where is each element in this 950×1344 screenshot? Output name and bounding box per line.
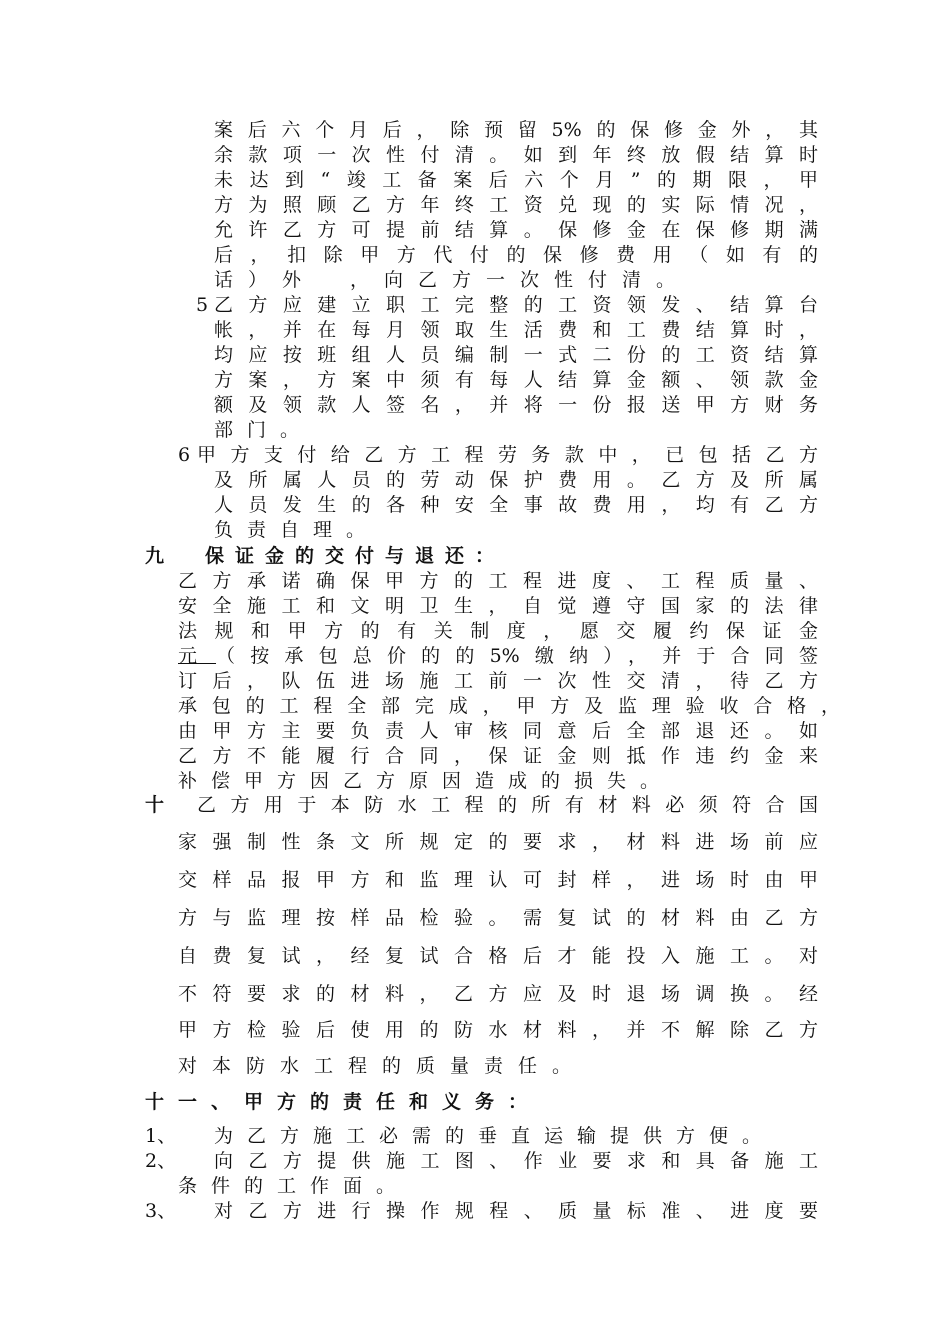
clause-line: 部门。	[214, 419, 314, 441]
clause-line: 均应按班组人员编制一式二份的工资结算	[214, 344, 818, 366]
clause-line: （按承包总价的的5%缴纳），并于合同签	[216, 645, 818, 667]
clause-line: 为乙方施工必需的垂直运输提供方便。	[214, 1125, 776, 1147]
item-number: 6	[178, 444, 191, 466]
clause-line: 安全施工和文明卫生，自觉遵守国家的法律	[178, 595, 818, 617]
clause-line: 方案，方案中须有每人结算金额、领款金	[214, 369, 818, 391]
section-heading: 九 保证金的交付与退还：	[145, 545, 506, 567]
clause-line: 承包的工程全部完成，甲方及监理验收合格，	[178, 695, 840, 717]
clause-line: 未达到“竣工备案后六个月”的期限，甲	[214, 169, 818, 191]
clause-line: 法规和甲方的有关制度，愿交履约保证金	[178, 620, 818, 642]
clause-line: 乙方用于本防水工程的所有材料必须符合国	[197, 794, 818, 816]
item-number: 1、	[145, 1125, 177, 1147]
clause-line: 对乙方进行操作规程、质量标准、进度要	[214, 1200, 818, 1222]
item-number: 2、	[145, 1150, 177, 1172]
clause-line: 余款项一次性付清。如到年终放假结算时	[214, 144, 818, 166]
item-number: 3、	[145, 1200, 177, 1222]
section-number: 十	[145, 794, 165, 816]
clause-line: 负责自理。	[214, 519, 380, 541]
blank-amount-underline: 元	[178, 645, 198, 667]
clause-line: 帐，并在每月领取生活费和工费结算时，	[214, 319, 818, 341]
clause-line: 人员发生的各种安全事故费用，均有乙方	[214, 494, 818, 516]
clause-line: 话）外 ，向乙方一次性付清。	[214, 269, 691, 291]
clause-line: 补偿甲方因乙方原因造成的损失。	[178, 770, 674, 792]
clause-line: 额及领款人签名，并将一份报送甲方财务	[214, 394, 818, 416]
clause-line: 对本防水工程的质量责任。	[178, 1055, 587, 1077]
clause-line: 案后六个月后，除预留5%的保修金外，其	[214, 119, 818, 141]
clause-line: 订后，队伍进场施工前一次性交清，待乙方	[178, 670, 818, 692]
clause-line: 方与监理按样品检验。需复试的材料由乙方	[178, 907, 818, 929]
clause-line: 乙方承诺确保甲方的工程进度、工程质量、	[178, 570, 818, 592]
clause-line: 条件的工作面。	[178, 1175, 410, 1197]
clause-line: 乙方不能履行合同，保证金则抵作违约金来	[178, 745, 818, 767]
clause-line: 乙方应建立职工完整的工资领发、结算台	[214, 294, 818, 316]
clause-line: 不符要求的材料，乙方应及时退场调换。经	[178, 983, 818, 1005]
clause-line: 由甲方主要负责人审核同意后全部退还。如	[178, 720, 818, 742]
clause-line: 自费复试，经复试合格后才能投入施工。对	[178, 945, 818, 967]
clause-line: 交样品报甲方和监理认可封样，进场时由甲	[178, 869, 818, 891]
clause-line: 甲方检验后使用的防水材料，并不解除乙方	[178, 1019, 818, 1041]
clause-line: 甲方支付给乙方工程劳务款中，已包括乙方	[197, 444, 818, 466]
clause-line: 向乙方提供施工图、作业要求和具备施工	[214, 1150, 818, 1172]
clause-line: 家强制性条文所规定的要求，材料进场前应	[178, 831, 818, 853]
clause-line: 方为照顾乙方年终工资兑现的实际情况，	[214, 194, 818, 216]
clause-line: 允许乙方可提前结算。保修金在保修期满	[214, 219, 818, 241]
clause-line: 后，扣除甲方代付的保修费用（如有的	[214, 244, 818, 266]
item-number: 5	[196, 294, 209, 316]
clause-line: 及所属人员的劳动保护费用。乙方及所属	[214, 469, 818, 491]
section-heading: 十一、甲方的责任和义务：	[145, 1091, 542, 1113]
